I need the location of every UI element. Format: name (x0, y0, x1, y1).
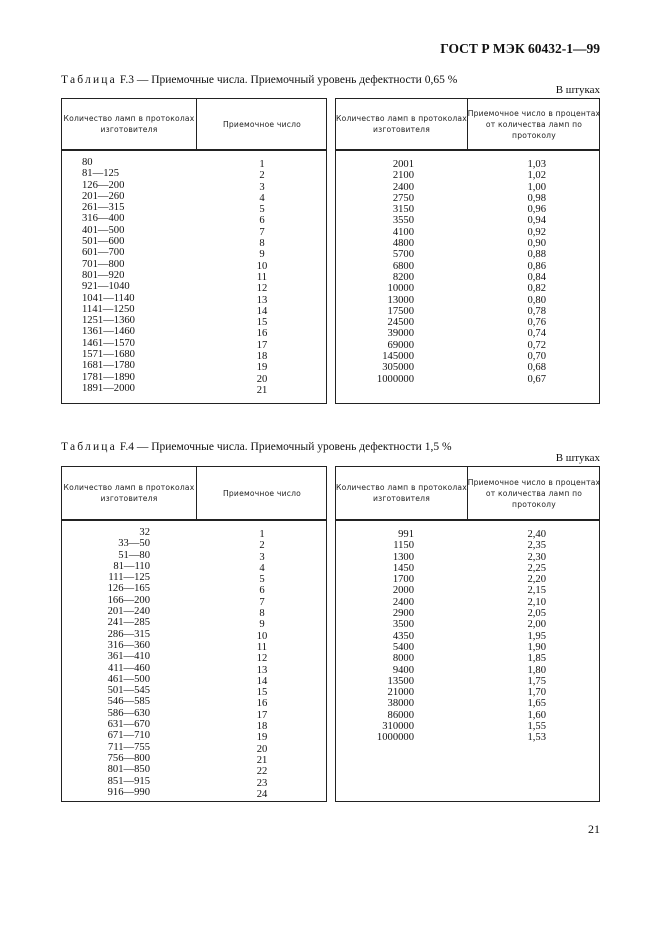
lamp-count-cell: 310000 (382, 721, 414, 733)
lamp-count-cell: 80 (82, 157, 93, 168)
acceptance-number-cell: 9 (259, 249, 265, 261)
acceptance-percent-cell: 2,15 (527, 585, 546, 597)
page-number: 21 (588, 822, 600, 836)
lamp-count-cell: 111—125 (108, 572, 150, 584)
document-standard-title: ГОСТ Р МЭК 60432-1—99 (440, 41, 600, 56)
lamp-count-cell: 2001 (392, 159, 414, 170)
header-lamp-count: Количество ламп в протоколах изготовителя (63, 483, 195, 503)
lamp-count-cell: 126—165 (107, 583, 150, 595)
lamp-count-cell: 361—410 (107, 651, 150, 663)
lamp-count-cell: 701—800 (82, 258, 125, 270)
lamp-count-cell: 1681—1780 (82, 360, 135, 372)
acceptance-percent-cell: 2,00 (527, 619, 546, 631)
acceptance-percent-cell: 0,76 (527, 317, 546, 329)
acceptance-number-cell: 18 (256, 351, 268, 363)
lamp-count-cell: 13000 (387, 294, 414, 306)
header-lamp-count: Количество ламп в протоколах изготовителя (336, 483, 467, 503)
acceptance-number-cell: 5 (259, 204, 265, 216)
lamp-count-cell: 39000 (387, 328, 414, 340)
acceptance-number-cell: 3 (259, 181, 265, 193)
acceptance-number-cell: 24 (256, 788, 268, 800)
lamp-count-cell: 81—125 (82, 168, 120, 180)
lamp-count-column (376, 529, 414, 744)
table-caption-text: F.4 — Приемочные числа. Приемочный уровень дефектности 1,5 % (119, 441, 452, 453)
acceptance-number-cell: 4 (259, 192, 265, 204)
lamp-count-column (82, 157, 135, 394)
acceptance-number-cell: 22 (256, 766, 268, 778)
lamp-count-cell: 2400 (392, 596, 414, 608)
lamp-count-cell: 126—200 (82, 179, 125, 191)
lamp-count-cell: 8000 (392, 653, 414, 665)
acceptance-percent-cell: 0,82 (527, 283, 546, 295)
acceptance-percent-cell: 1,85 (527, 653, 546, 665)
acceptance-number-cell: 15 (256, 687, 268, 699)
lamp-count-cell: 801—920 (82, 269, 125, 281)
lamp-count-cell: 166—200 (107, 594, 150, 606)
acceptance-percent-cell: 1,80 (527, 664, 546, 676)
lamp-count-cell: 9400 (392, 664, 414, 676)
acceptance-percent-column (520, 159, 546, 385)
acceptance-number-cell: 10 (256, 630, 268, 642)
acceptance-number-cell: 9 (259, 619, 265, 631)
acceptance-percent-cell: 0,88 (527, 249, 546, 261)
acceptance-percent-cell: 0,67 (527, 373, 546, 385)
acceptance-number-cell: 17 (256, 339, 268, 351)
acceptance-number-cell: 6 (259, 585, 265, 597)
acceptance-number-cell: 5 (259, 574, 265, 586)
lamp-count-cell: 81—110 (113, 560, 150, 572)
lamp-count-cell: 51—80 (118, 549, 150, 561)
lamp-count-cell: 5400 (392, 641, 414, 653)
acceptance-number-cell: 1 (259, 159, 265, 170)
table-f3-left (61, 98, 327, 404)
acceptance-percent-cell: 2,05 (527, 608, 546, 620)
acceptance-percent-cell: 1,75 (527, 675, 546, 687)
acceptance-percent-cell: 2,10 (527, 596, 546, 608)
acceptance-number-column (242, 529, 282, 800)
acceptance-percent-cell: 1,65 (527, 698, 546, 710)
lamp-count-cell: 631—670 (107, 719, 150, 731)
lamp-count-cell: 546—585 (107, 696, 150, 708)
lamp-count-cell: 305000 (382, 362, 414, 374)
acceptance-percent-cell: 1,55 (527, 721, 546, 733)
acceptance-number-cell: 4 (259, 562, 265, 574)
lamp-count-cell: 86000 (387, 709, 414, 721)
table-f4-right (335, 466, 600, 802)
acceptance-percent-cell: 1,53 (527, 732, 546, 744)
lamp-count-cell: 1450 (392, 562, 414, 574)
lamp-count-cell: 4350 (392, 630, 414, 642)
acceptance-percent-cell: 0,74 (527, 328, 546, 340)
header-acceptance-number: Приемочное число (223, 488, 301, 498)
acceptance-number-cell: 7 (259, 226, 265, 238)
acceptance-number-cell: 18 (256, 721, 268, 733)
lamp-count-cell: 1781—1890 (82, 371, 135, 383)
lamp-count-cell: 38000 (387, 698, 414, 710)
lamp-count-cell: 286—315 (107, 628, 150, 640)
acceptance-percent-cell: 1,00 (527, 181, 546, 193)
acceptance-percent-cell: 1,02 (527, 170, 546, 182)
lamp-count-column (82, 527, 150, 798)
lamp-count-cell: 24500 (387, 317, 414, 329)
lamp-count-cell: 1300 (392, 551, 414, 563)
lamp-count-cell: 21000 (387, 687, 414, 699)
lamp-count-cell: 8200 (392, 271, 414, 283)
header-lamp-count: Количество ламп в протоколах изготовителя (336, 114, 467, 134)
acceptance-percent-cell: 0,92 (527, 226, 546, 238)
lamp-count-cell: 2000 (392, 585, 414, 597)
lamp-count-cell: 401—500 (82, 224, 125, 236)
table-caption-f3 (61, 74, 457, 86)
acceptance-number-cell: 11 (256, 271, 268, 283)
acceptance-number-column (242, 159, 282, 396)
lamp-count-cell: 586—630 (107, 707, 150, 719)
lamp-count-cell: 851—915 (107, 775, 150, 787)
lamp-count-cell: 411—460 (108, 662, 150, 674)
lamp-count-cell: 241—285 (107, 617, 150, 629)
acceptance-percent-cell: 1,03 (527, 159, 546, 170)
acceptance-number-cell: 14 (256, 675, 268, 687)
acceptance-number-cell: 15 (256, 317, 268, 329)
acceptance-percent-cell: 2,20 (527, 574, 546, 586)
acceptance-number-cell: 1 (259, 529, 265, 540)
acceptance-number-cell: 3 (259, 551, 265, 563)
table-caption-word: Таблица (61, 441, 117, 453)
acceptance-percent-column (520, 529, 546, 744)
lamp-count-cell: 33—50 (118, 538, 150, 550)
lamp-count-column (376, 159, 414, 385)
lamp-count-cell: 2100 (392, 170, 414, 182)
acceptance-number-cell: 19 (256, 732, 268, 744)
lamp-count-cell: 501—545 (107, 685, 150, 697)
lamp-count-cell: 756—800 (107, 752, 150, 764)
acceptance-number-cell: 20 (256, 743, 268, 755)
lamp-count-cell: 5700 (392, 249, 414, 261)
table-f4-left (61, 466, 327, 802)
lamp-count-cell: 2750 (392, 192, 414, 204)
acceptance-number-cell: 14 (256, 305, 268, 317)
lamp-count-cell: 69000 (387, 339, 414, 351)
acceptance-number-cell: 2 (259, 540, 265, 552)
acceptance-number-cell: 17 (256, 709, 268, 721)
acceptance-percent-cell: 0,80 (527, 294, 546, 306)
acceptance-percent-cell: 0,94 (527, 215, 546, 227)
lamp-count-cell: 316—360 (107, 639, 150, 651)
acceptance-number-cell: 19 (256, 362, 268, 374)
header-acceptance-percent: Приемочное число в процентах от количества ламп по протоколу (467, 108, 601, 140)
lamp-count-cell: 1700 (392, 574, 414, 586)
acceptance-number-cell: 12 (256, 653, 268, 665)
lamp-count-cell: 3500 (392, 619, 414, 631)
acceptance-percent-cell: 1,60 (527, 709, 546, 721)
lamp-count-cell: 916—990 (107, 786, 150, 798)
lamp-count-cell: 1571—1680 (82, 349, 135, 361)
lamp-count-cell: 1361—1460 (82, 326, 135, 338)
lamp-count-cell: 1251—1360 (82, 315, 135, 327)
lamp-count-cell: 801—850 (107, 764, 150, 776)
lamp-count-cell: 1000000 (376, 373, 414, 385)
acceptance-percent-cell: 1,95 (527, 630, 546, 642)
acceptance-percent-cell: 1,70 (527, 687, 546, 699)
acceptance-percent-cell: 2,35 (527, 540, 546, 552)
acceptance-percent-cell: 0,84 (527, 271, 546, 283)
acceptance-number-cell: 11 (256, 641, 268, 653)
lamp-count-cell: 921—1040 (82, 281, 130, 293)
acceptance-number-cell: 16 (256, 698, 268, 710)
lamp-count-cell: 201—240 (107, 606, 150, 618)
table-caption-f4 (61, 441, 452, 453)
table-caption-text: F.3 — Приемочные числа. Приемочный уровень дефектности 0,65 % (119, 74, 458, 86)
units-label: В штуках (555, 84, 600, 96)
header-acceptance-percent: Приемочное число в процентах от количества ламп по протоколу (467, 477, 601, 509)
lamp-count-cell: 6800 (392, 260, 414, 272)
lamp-count-cell: 2400 (392, 181, 414, 193)
acceptance-number-cell: 21 (256, 754, 268, 766)
acceptance-number-cell: 20 (256, 373, 268, 385)
acceptance-number-cell: 10 (256, 260, 268, 272)
acceptance-number-cell: 16 (256, 328, 268, 340)
acceptance-percent-cell: 0,72 (527, 339, 546, 351)
lamp-count-cell: 1150 (393, 540, 414, 552)
acceptance-percent-cell: 2,25 (527, 562, 546, 574)
acceptance-percent-cell: 2,40 (527, 529, 546, 540)
table-f3-right (335, 98, 600, 404)
units-label: В штуках (555, 452, 600, 464)
lamp-count-cell: 32 (139, 527, 150, 538)
acceptance-percent-cell: 0,86 (527, 260, 546, 272)
lamp-count-cell: 1891—2000 (82, 382, 135, 394)
acceptance-percent-cell: 0,70 (527, 351, 546, 363)
acceptance-percent-cell: 1,90 (527, 641, 546, 653)
acceptance-percent-cell: 2,30 (527, 551, 546, 563)
acceptance-number-cell: 7 (259, 596, 265, 608)
lamp-count-cell: 1000000 (376, 732, 414, 744)
lamp-count-cell: 3550 (392, 215, 414, 227)
lamp-count-cell: 4100 (392, 226, 414, 238)
lamp-count-cell: 671—710 (107, 730, 150, 742)
acceptance-number-cell: 8 (259, 238, 265, 250)
lamp-count-cell: 13500 (387, 675, 414, 687)
table-caption-word: Таблица (61, 74, 117, 86)
lamp-count-cell: 145000 (382, 351, 414, 363)
lamp-count-cell: 601—700 (82, 247, 125, 259)
lamp-count-cell: 3150 (392, 204, 414, 216)
acceptance-number-cell: 13 (256, 294, 268, 306)
lamp-count-cell: 501—600 (82, 236, 125, 248)
lamp-count-cell: 201—260 (82, 190, 125, 202)
lamp-count-cell: 17500 (387, 305, 414, 317)
lamp-count-cell: 461—500 (107, 673, 150, 685)
acceptance-percent-cell: 0,78 (527, 305, 546, 317)
acceptance-percent-cell: 0,98 (527, 192, 546, 204)
header-acceptance-number: Приемочное число (223, 119, 301, 129)
lamp-count-cell: 10000 (387, 283, 414, 295)
lamp-count-cell: 1141—1250 (82, 303, 135, 315)
lamp-count-cell: 711—755 (108, 741, 150, 753)
acceptance-number-cell: 2 (259, 170, 265, 182)
acceptance-number-cell: 12 (256, 283, 268, 295)
acceptance-number-cell: 6 (259, 215, 265, 227)
acceptance-percent-cell: 0,68 (527, 362, 546, 374)
header-lamp-count: Количество ламп в протоколах изготовителя (63, 114, 195, 134)
acceptance-number-cell: 21 (256, 384, 268, 396)
lamp-count-cell: 4800 (392, 238, 414, 250)
acceptance-number-cell: 13 (256, 664, 268, 676)
acceptance-number-cell: 23 (256, 777, 268, 789)
lamp-count-cell: 1041—1140 (82, 292, 135, 304)
lamp-count-cell: 261—315 (82, 202, 125, 214)
lamp-count-cell: 2900 (392, 608, 414, 620)
lamp-count-cell: 316—400 (82, 213, 125, 225)
acceptance-number-cell: 8 (259, 608, 265, 620)
lamp-count-cell: 991 (398, 529, 414, 540)
acceptance-percent-cell: 0,90 (527, 238, 546, 250)
acceptance-percent-cell: 0,96 (527, 204, 546, 216)
lamp-count-cell: 1461—1570 (82, 337, 135, 349)
